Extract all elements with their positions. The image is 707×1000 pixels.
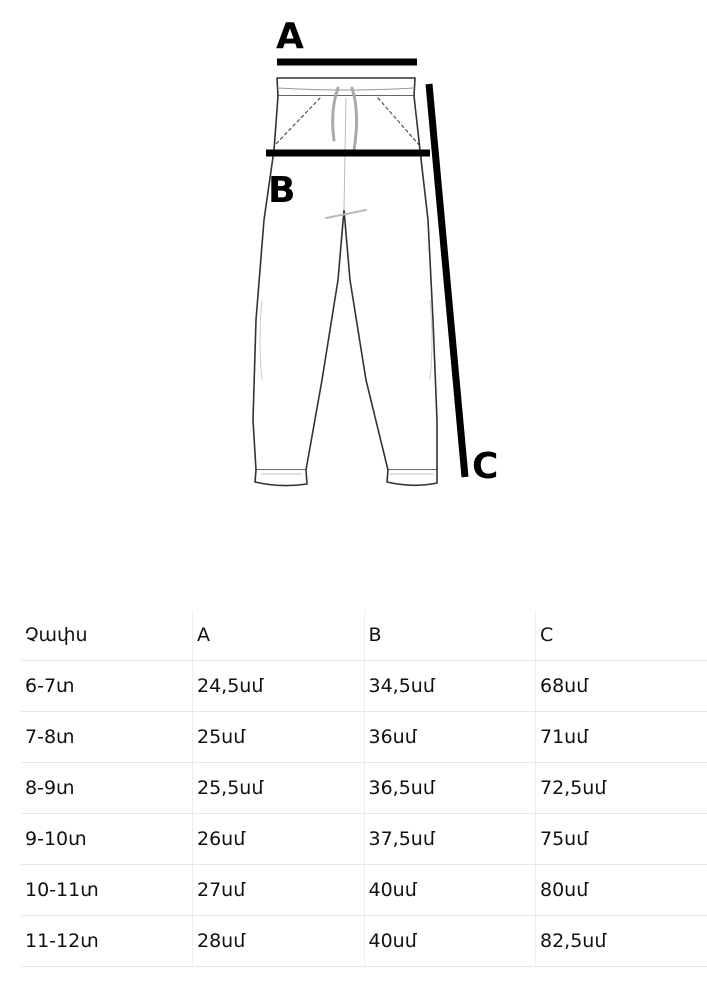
table-cell: 40սմ xyxy=(364,916,536,967)
size-chart-table xyxy=(21,610,707,967)
table-cell: 72,5սմ xyxy=(536,763,707,814)
table-cell: C xyxy=(536,610,707,661)
table-cell: 6-7տ xyxy=(21,661,193,712)
table-cell: B xyxy=(364,610,536,661)
table-row xyxy=(21,865,707,916)
table-cell: 80սմ xyxy=(536,865,707,916)
table-cell: 26սմ xyxy=(193,814,365,865)
table-row xyxy=(21,712,707,763)
table-cell: 25սմ xyxy=(193,712,365,763)
table-cell: Չափս xyxy=(21,610,193,661)
table-cell: A xyxy=(193,610,365,661)
table-cell: 9-10տ xyxy=(21,814,193,865)
table-row xyxy=(21,814,707,865)
table-cell: 27սմ xyxy=(193,865,365,916)
label-c: C xyxy=(472,446,499,487)
table-row xyxy=(21,916,707,967)
table-cell: 36սմ xyxy=(364,712,536,763)
table-cell: 10-11տ xyxy=(21,865,193,916)
table-cell: 24,5սմ xyxy=(193,661,365,712)
table-cell: 36,5սմ xyxy=(364,763,536,814)
table-cell: 75սմ xyxy=(536,814,707,865)
pants-illustration xyxy=(253,78,437,486)
table-cell: 37,5սմ xyxy=(364,814,536,865)
table-cell: 82,5սմ xyxy=(536,916,707,967)
table-row xyxy=(21,763,707,814)
table-cell: 8-9տ xyxy=(21,763,193,814)
label-b: B xyxy=(268,170,296,211)
table-cell: 28սմ xyxy=(193,916,365,967)
table-cell: 11-12տ xyxy=(21,916,193,967)
table-cell: 7-8տ xyxy=(21,712,193,763)
label-a: A xyxy=(276,16,304,57)
table-cell: 34,5սմ xyxy=(364,661,536,712)
table-header-row xyxy=(21,610,707,661)
table-cell: 25,5սմ xyxy=(193,763,365,814)
table-cell: 68սմ xyxy=(536,661,707,712)
table-cell: 71սմ xyxy=(536,712,707,763)
table-row xyxy=(21,661,707,712)
table-cell: 40սմ xyxy=(364,865,536,916)
